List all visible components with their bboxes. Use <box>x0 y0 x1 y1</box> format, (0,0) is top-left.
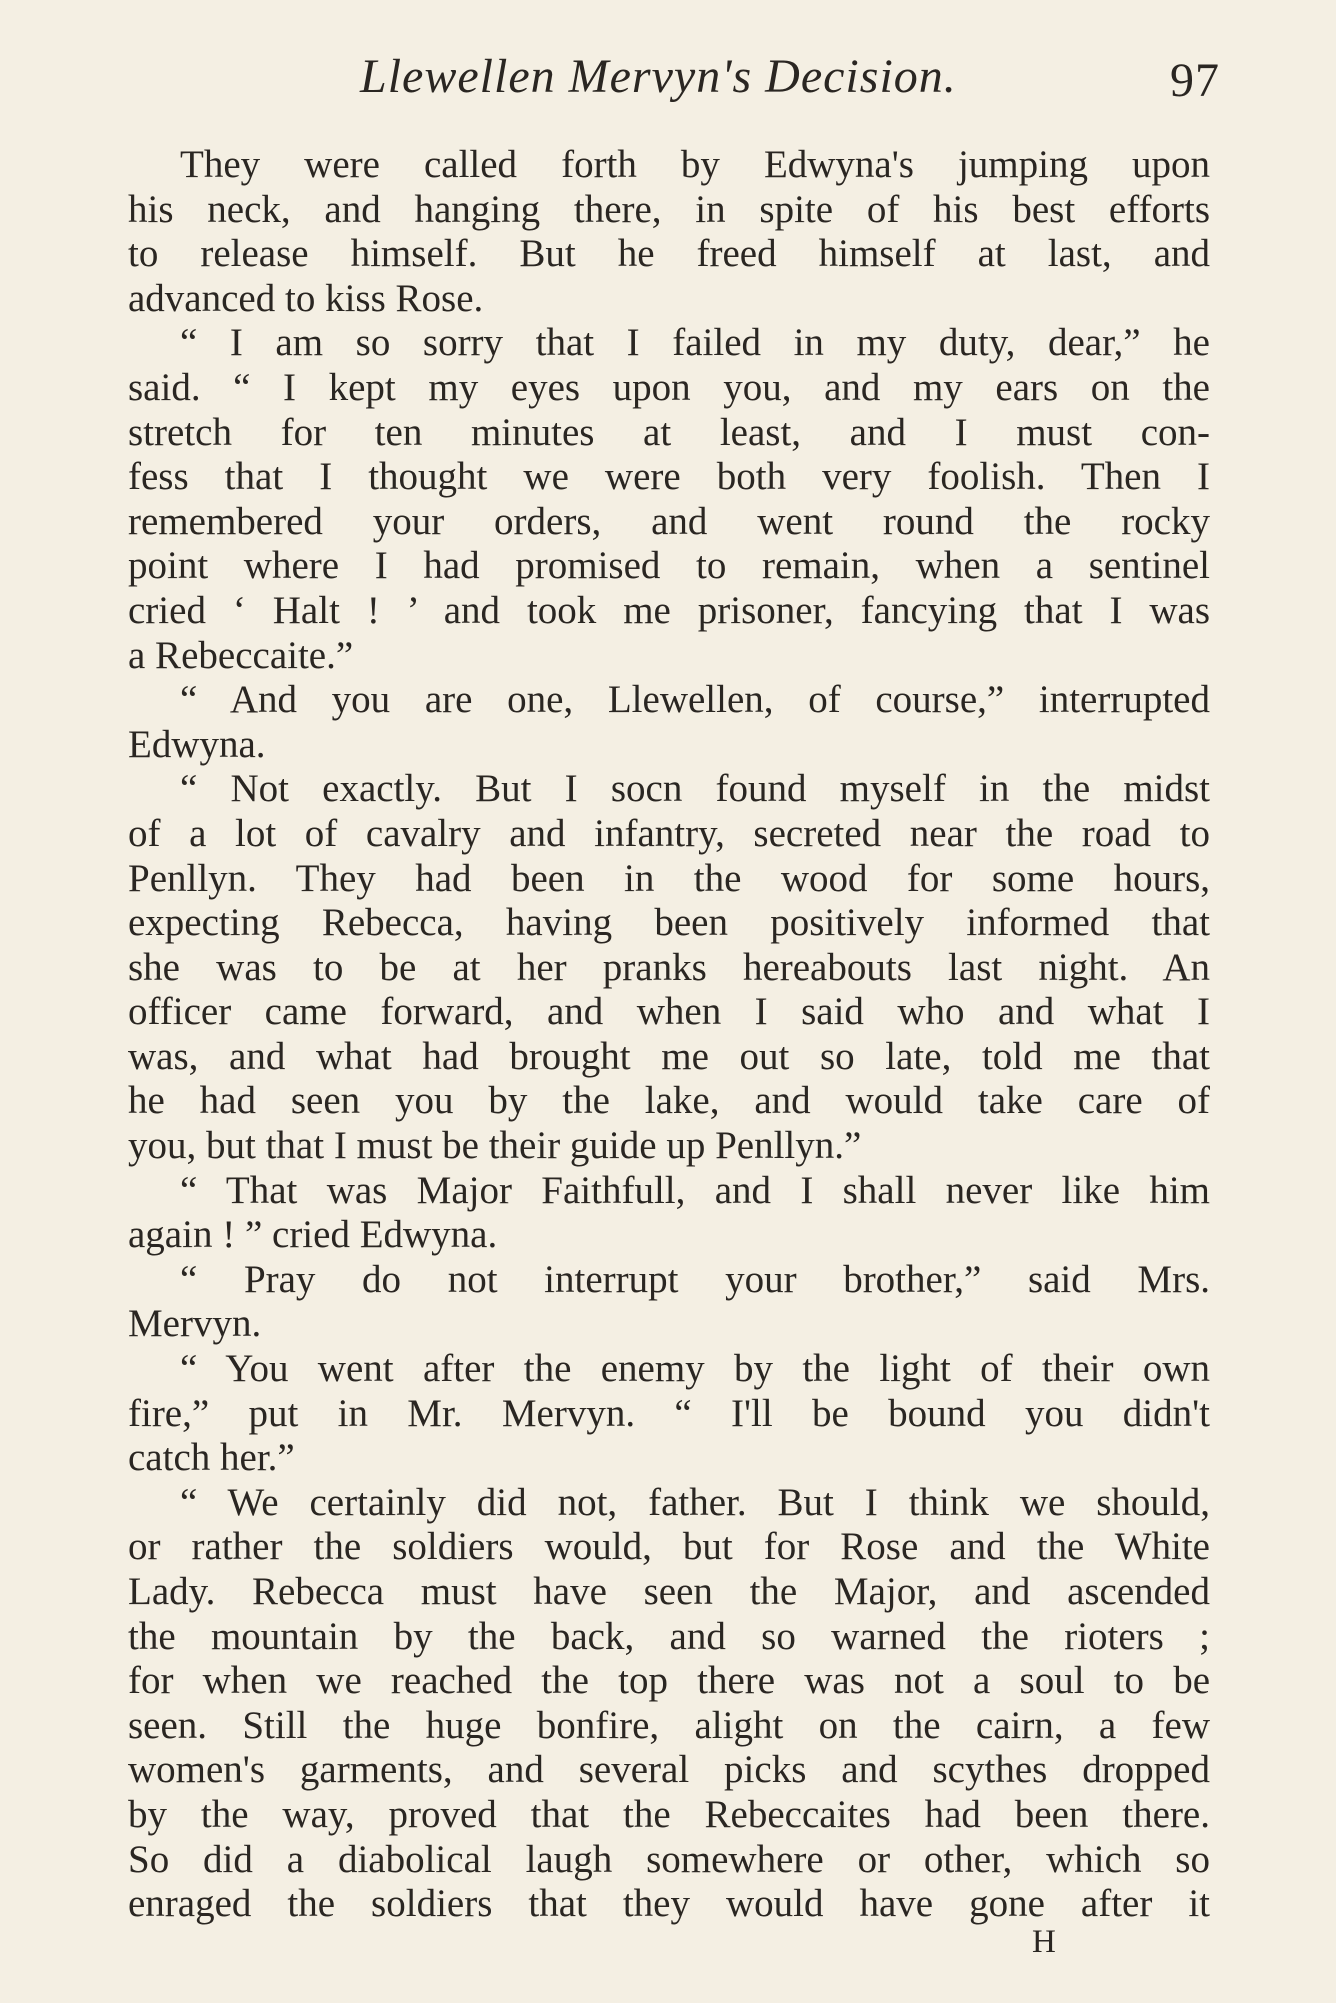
text-line: remembered your orders, and went round the rocky <box>128 499 1210 543</box>
text-line: said. “ I kept my eyes upon you, and my ears on the <box>128 365 1210 409</box>
text-line: women's garments, and several picks and scythes dropped <box>128 1748 1210 1792</box>
text-line: for when we reached the top there was not a soul to be <box>128 1659 1210 1703</box>
text-line: officer came forward, and when I said who and what I <box>128 990 1210 1034</box>
text-line: fess that I thought we were both very foolish. Then I <box>128 455 1210 499</box>
text-line: fire,” put in Mr. Mervyn. “ I'll be bound you didn't <box>128 1391 1210 1435</box>
running-title: Llewellen Mervyn's Decision. <box>360 50 957 103</box>
text-line: to release himself. But he freed himself at last, and <box>128 232 1210 276</box>
text-line: advanced to kiss Rose. <box>128 276 484 320</box>
text-line: she was to be at her pranks hereabouts last night. An <box>128 945 1210 989</box>
text-line: Mervyn. <box>128 1302 262 1346</box>
text-line: he had seen you by the lake, and would take care of <box>128 1079 1210 1123</box>
text-line: “ And you are one, Llewellen, of course,” interrupted <box>180 678 1210 722</box>
text-line: enraged the soldiers that they would have gone after it <box>128 1882 1210 1926</box>
text-line: Edwyna. <box>128 722 266 766</box>
text-line: a Rebeccaite.” <box>128 633 354 677</box>
text-line: “ I am so sorry that I failed in my duty, dear,” he <box>180 321 1210 365</box>
text-line: or rather the soldiers would, but for Rose and the White <box>128 1525 1210 1569</box>
text-line: Lady. Rebecca must have seen the Major, and ascended <box>128 1570 1210 1613</box>
text-line: cried ‘ Halt ! ’ and took me prisoner, fancying that I was <box>128 588 1210 632</box>
page-number: 97 <box>1170 54 1220 107</box>
text-line: you, but that I must be their guide up Penllyn.” <box>128 1124 862 1168</box>
signature-mark: H <box>1032 1924 1057 1960</box>
text-line: the mountain by the back, and so warned the rioters ; <box>128 1614 1210 1658</box>
text-line: seen. Still the huge bonfire, alight on the cairn, a few <box>128 1703 1210 1747</box>
text-line: They were called forth by Edwyna's jumping upon <box>180 143 1210 186</box>
text-line: was, and what had brought me out so late, told me that <box>128 1034 1210 1078</box>
text-line: catch her.” <box>128 1436 295 1480</box>
text-line: So did a diabolical laugh somewhere or other, which so <box>128 1837 1210 1881</box>
body-text <box>128 143 1210 1927</box>
text-line: “ Pray do not interrupt your brother,” said Mrs. <box>180 1257 1210 1301</box>
text-line: point where I had promised to remain, when a sentinel <box>128 544 1210 588</box>
text-line: “ Not exactly. But I socn found myself in the midst <box>180 767 1210 811</box>
text-line: his neck, and hanging there, in spite of his best efforts <box>128 187 1210 231</box>
text-line: Penllyn. They had been in the wood for some hours, <box>128 856 1210 900</box>
text-line: “ That was Major Faithfull, and I shall never like him <box>180 1168 1210 1212</box>
text-line: again ! ” cried Edwyna. <box>128 1213 498 1257</box>
text-line: “ You went after the enemy by the light of their own <box>180 1347 1210 1391</box>
text-line: stretch for ten minutes at least, and I must con- <box>128 410 1210 454</box>
text-line: by the way, proved that the Rebeccaites had been there. <box>128 1792 1210 1836</box>
text-line: “ We certainly did not, father. But I think we should, <box>180 1480 1210 1524</box>
running-head <box>360 42 1220 112</box>
text-line: of a lot of cavalry and infantry, secreted near the road to <box>128 811 1210 855</box>
text-line: expecting Rebecca, having been positively informed that <box>128 901 1210 945</box>
